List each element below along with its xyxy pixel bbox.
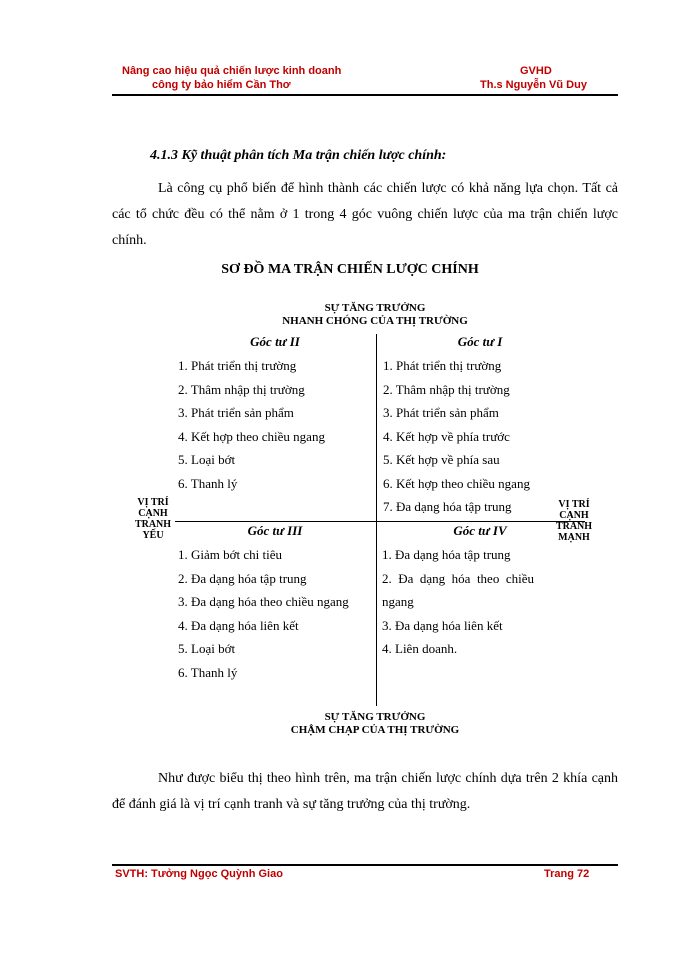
- left-axis-label: [128, 497, 178, 541]
- list-item: 6. Kết hợp theo chiều ngang: [383, 475, 530, 491]
- top-axis-line1: SỰ TĂNG TRƯỞNG: [324, 302, 426, 314]
- list-item: 1. Giảm bớt chi tiêu: [178, 547, 282, 562]
- top-axis-line2: NHANH CHÓNG CỦA THỊ TRƯỜNG: [282, 315, 468, 327]
- left-axis-line: YẾU: [142, 530, 164, 541]
- bottom-axis-line2: CHẬM CHẠP CỦA THỊ TRƯỜNG: [290, 724, 460, 736]
- header-title-line2: công ty bảo hiểm Cần Thơ: [152, 79, 291, 91]
- list-item: 3. Phát triển sản phẩm: [178, 405, 294, 420]
- vertical-axis: [376, 334, 377, 706]
- list-item: 4. Liên doanh.: [382, 641, 458, 656]
- matrix-title: SƠ ĐỒ MA TRẬN CHIẾN LƯỢC CHÍNH: [221, 262, 479, 277]
- list-item: 1. Phát triển thị trường: [178, 358, 297, 373]
- list-item: 4. Đa dạng hóa liên kết: [178, 617, 299, 633]
- list-item: 4. Kết hợp theo chiều ngang: [178, 428, 325, 444]
- quadrant-3-title: Góc tư III: [247, 523, 303, 538]
- left-axis-line: VỊ TRÍ: [137, 497, 169, 508]
- quadrant-1-title: Góc tư I: [457, 334, 503, 349]
- bottom-axis-line1: SỰ TĂNG TRƯỞNG: [324, 711, 426, 723]
- right-axis-line: CẠNH: [559, 510, 589, 521]
- list-item: ngang: [382, 594, 414, 609]
- list-item: 2. Thâm nhập thị trường: [383, 381, 510, 397]
- list-item: 2. Thâm nhập thị trường: [178, 381, 305, 397]
- list-item: 6. Thanh lý: [178, 664, 238, 680]
- horizontal-axis: [175, 521, 585, 522]
- list-item: 3. Phát triển sản phẩm: [383, 405, 499, 420]
- quadrant-4-list: [382, 543, 574, 661]
- section-heading: 4.1.3 Kỹ thuật phân tích Ma trận chiến lược chính:: [150, 148, 447, 163]
- list-item: 5. Loại bớt: [178, 452, 236, 467]
- footer-author: SVTH: Tưởng Ngọc Quỳnh Giao: [115, 868, 283, 880]
- list-item: 1. Đa dạng hóa tập trung: [382, 547, 511, 562]
- footer-rule: [112, 864, 618, 866]
- list-item: 2. Đa dạng hóa tập trung: [178, 570, 307, 586]
- intro-paragraph: Là công cụ phổ biến để hình thành các chiến lược có khả năng lựa chọn. Tất cả các tổ chức đều có thể nằm ở 1 trong 4 góc vuông chiến lược của ma trận chiến lược chính.: [112, 181, 618, 248]
- list-item: 1. Phát triển thị trường: [383, 358, 502, 373]
- list-item: 6. Thanh lý: [178, 475, 238, 491]
- quadrant-1-list: [383, 354, 573, 519]
- right-axis-line: VỊ TRÍ: [558, 499, 590, 510]
- right-axis-line: MẠNH: [558, 532, 590, 543]
- right-axis-line: TRANH: [555, 521, 593, 532]
- list-item: 3. Đa dạng hóa liên kết: [382, 617, 503, 633]
- left-axis-line: TRANH: [134, 519, 172, 530]
- header-advisor-label: GVHD: [520, 65, 552, 77]
- quadrant-3-list: [178, 543, 376, 684]
- list-item: 5. Kết hợp về phía sau: [383, 452, 500, 467]
- quadrant-2-title: Góc tư II: [250, 334, 300, 349]
- list-item: 7. Đa dạng hóa tập trung: [383, 499, 512, 514]
- list-item: 2. Đa dạng hóa theo chiều: [382, 570, 534, 586]
- header-title-line1: Nâng cao hiệu quả chiến lược kinh doanh: [122, 65, 342, 77]
- footer-page-number: Trang 72: [544, 868, 590, 880]
- closing-paragraph: Như được biểu thị theo hình trên, ma trận chiến lược chính dựa trên 2 khía cạnh để đánh giá là vị trí cạnh tranh và sự tăng trưởng của thị trường.: [112, 771, 618, 812]
- header-rule: [112, 94, 618, 96]
- header-advisor-name: Th.s Nguyễn Vũ Duy: [480, 79, 587, 91]
- list-item: 5. Loại bớt: [178, 641, 236, 656]
- bottom-axis-label: [200, 711, 550, 737]
- quadrant-4-title: Góc tư IV: [453, 523, 507, 538]
- quadrant-2-list: [178, 354, 373, 495]
- top-axis-label: [200, 302, 550, 328]
- left-axis-line: CẠNH: [138, 508, 168, 519]
- list-item: 4. Kết hợp về phía trước: [383, 428, 510, 444]
- list-item: 3. Đa dạng hóa theo chiều ngang: [178, 594, 349, 609]
